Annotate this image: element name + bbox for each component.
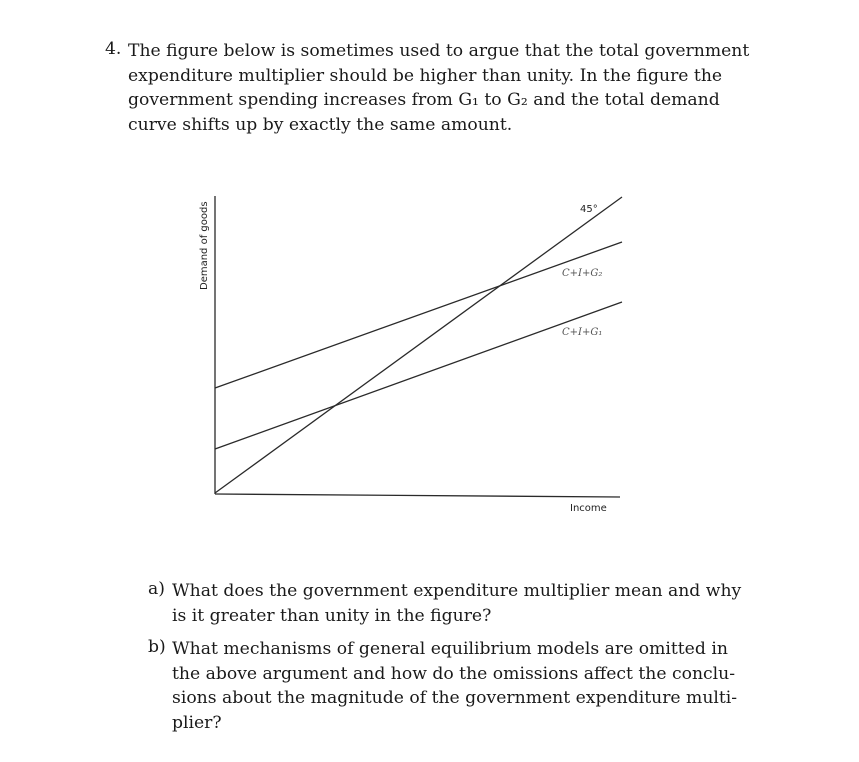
intro-line: government spending increases from G₁ to G₂ and the total demand	[128, 90, 720, 110]
part-b-line: plier?	[172, 712, 222, 733]
x-axis-label: Income	[570, 503, 607, 514]
part-a-text	[172, 579, 762, 628]
intro-line: The figure below is sometimes used to argue that the total government	[128, 41, 750, 61]
label-g1: C+I+G₁	[562, 327, 603, 338]
intro-line: curve shifts up by exactly the same amount.	[128, 114, 513, 135]
intro-line: expenditure multiplier should be higher than unity. In the figure the	[128, 65, 723, 86]
part-b-line: What mechanisms of general equilibrium models are omitted in	[172, 639, 728, 659]
part-a-label: a)	[148, 579, 165, 599]
x-axis	[215, 494, 620, 497]
label-45: 45°	[580, 204, 598, 215]
part-a-line: What does the government expenditure multiplier mean and why	[172, 581, 742, 601]
line-demand-g2	[215, 242, 622, 388]
label-g2: C+I+G₂	[562, 268, 603, 279]
part-b-line: the above argument and how do the omissions affect the conclu-	[172, 663, 736, 684]
line-demand-g1	[215, 302, 622, 449]
line-45-degree	[215, 197, 622, 493]
part-b-line: sions about the magnitude of the government expenditure multi-	[172, 688, 738, 708]
part-b-text	[172, 637, 762, 735]
part-b-label: b)	[148, 637, 166, 657]
question-number: 4.	[105, 39, 122, 59]
part-a-line: is it greater than unity in the figure?	[172, 605, 492, 626]
y-axis-label: Demand of goods	[199, 201, 210, 290]
